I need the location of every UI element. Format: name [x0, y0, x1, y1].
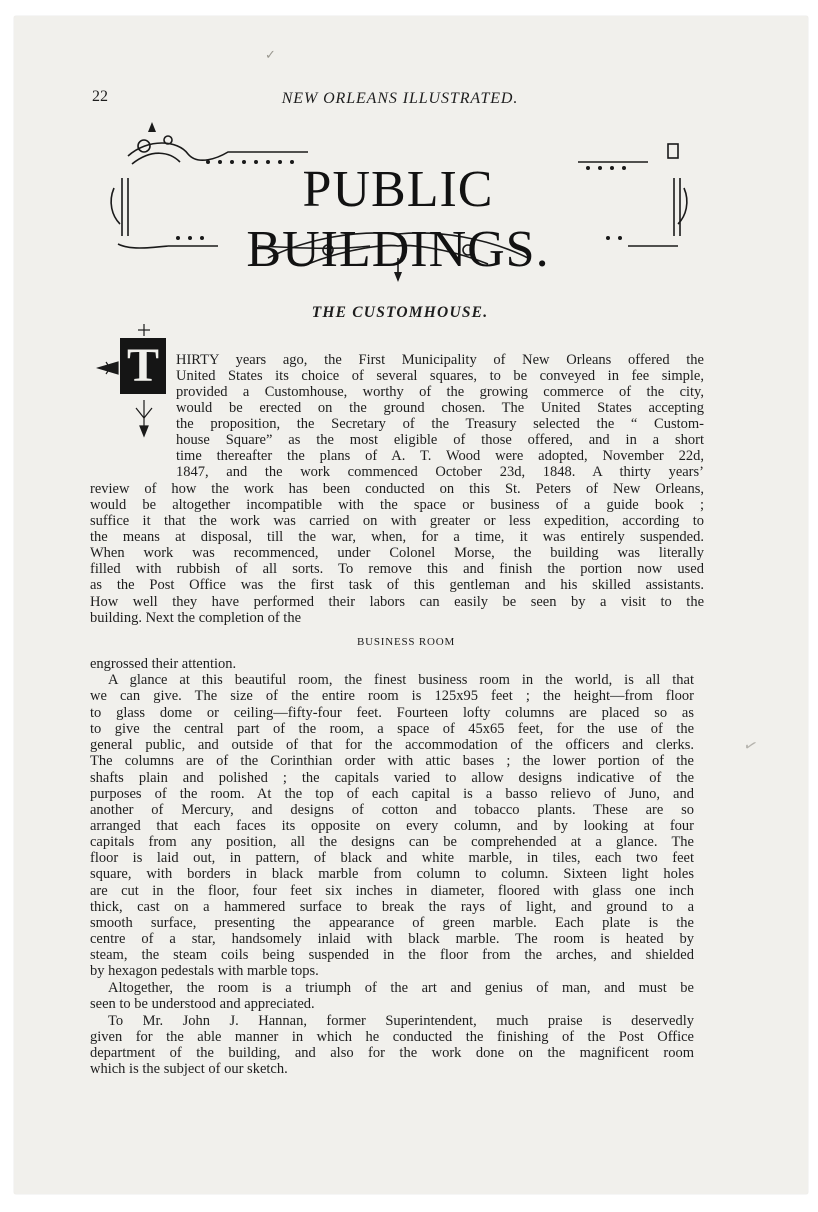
body-line: to give the central part of the room, a space of 45x65 feet, for the use of the	[90, 721, 694, 737]
body-line: shafts plain and polished ; the capitals varied to allow designs indicative of the	[90, 770, 694, 786]
body-line: another of Mercury, and designs of cotton and tobacco plants. These are so	[90, 802, 694, 818]
body-line: are cut in the floor, four feet six inches in diameter, floored with glass one inch	[90, 883, 694, 899]
body-line: 1847, and the work commenced October 23d, 1848. A thirty years’	[176, 464, 704, 480]
body-line: the proposition, the Secretary of the Treasury selected the “ Custom-	[176, 416, 704, 432]
body-line: the means at disposal, till the war, when, for a time, it was entirely suspended.	[90, 529, 704, 545]
body-line: United States its choice of several squares, to be conveyed in fee simple,	[176, 368, 704, 384]
body-line: filled with rubbish of all sorts. To remove this and finish the portion now used	[90, 561, 704, 577]
body-line: Altogether, the room is a triumph of the art and genius of man, and must be	[108, 980, 694, 996]
drop-cap: T	[120, 338, 166, 394]
article-heading: THE CUSTOMHOUSE.	[311, 304, 489, 321]
body-line: How well they have performed their labors can easily be seen by a visit to the	[90, 594, 704, 610]
body-line: arranged that each faces its opposite on every column, and by looking at four	[90, 818, 694, 834]
section-title: PUBLIC BUILDINGS.	[246, 161, 550, 278]
body-line: A glance at this beautiful room, the finest business room in the world, is all that	[108, 672, 694, 688]
body-line: to glass dome or ceiling—fifty-four feet. Fourteen lofty columns are placed so as	[90, 705, 694, 721]
body-line: purposes of the room. At the top of each capital is a basso relievo of Juno, and	[90, 786, 694, 802]
body-line: HIRTY years ago, the First Municipality of New Orleans offered the	[176, 352, 704, 368]
body-line: engrossed their attention.	[90, 656, 237, 672]
body-line: would be altogether incompatible with the space or business of a guide book ;	[90, 497, 704, 513]
body-line: smooth surface, presenting the appearance of green marble. Each plate is the	[90, 915, 694, 931]
body-line: general public, and outside of that for the accommodation of the officers and clerks.	[90, 737, 694, 753]
page-number: 22	[92, 88, 108, 105]
body-line: seen to be understood and appreciated.	[90, 996, 315, 1012]
body-line: which is the subject of our sketch.	[90, 1061, 288, 1077]
body-line: centre of a star, handsomely inlaid with black marble. The room is heated by	[90, 931, 694, 947]
body-line: suffice it that the work was carried on with greater or less expedition, according to	[90, 513, 704, 529]
body-line: review of how the work has been conducted on this St. Peters of New Orleans,	[90, 481, 704, 497]
body-line: To Mr. John J. Hannan, former Superintendent, much praise is deservedly	[108, 1013, 694, 1029]
business-room-subheading: BUSINESS ROOM	[356, 636, 456, 648]
body-line: building. Next the completion of the	[90, 610, 302, 626]
body-line: thick, cast on a hammered surface to break the rays of light, and ground to a	[90, 899, 694, 915]
body-line: provided a Customhouse, worthy of the growing commerce of the city,	[176, 384, 704, 400]
pencil-mark-secondary: ✓	[741, 734, 761, 757]
body-line: house Square” as the most eligible of those offered, and in a short	[176, 432, 704, 448]
body-line: floor is laid out, in pattern, of black and white marble, in tiles, each two feet	[90, 850, 694, 866]
body-line: The columns are of the Corinthian order with attic bases ; the lower portion of the	[90, 753, 694, 769]
body-line: department of the building, and also for the work done on the magnificent room	[90, 1045, 694, 1061]
body-line: by hexagon pedestals with marble tops.	[90, 963, 319, 979]
body-line: capitals from any position, all the designs can be comprehended at a glance. The	[90, 834, 694, 850]
body-line: time thereafter the plans of A. T. Wood were adopted, November 22d,	[176, 448, 704, 464]
body-line: we can give. The size of the entire room is 125x95 feet ; the height—from floor	[90, 688, 694, 704]
pencil-mark: ✓	[265, 48, 276, 63]
running-head: NEW ORLEANS ILLUSTRATED.	[281, 90, 519, 107]
body-line: When work was recommenced, under Colonel Morse, the building was literally	[90, 545, 704, 561]
body-line: steam, the steam coils being suspended in the floor from the arches, and shielded	[90, 947, 694, 963]
body-line: would be erected on the ground chosen. The United States accepting	[176, 400, 704, 416]
body-line: given for the able manner in which he conducted the finishing of the Post Office	[90, 1029, 694, 1045]
body-line: as the Post Office was the first task of this gentleman and his skilled assistants.	[90, 577, 704, 593]
body-line: square, with borders in black marble from column to column. Sixteen light holes	[90, 866, 694, 882]
